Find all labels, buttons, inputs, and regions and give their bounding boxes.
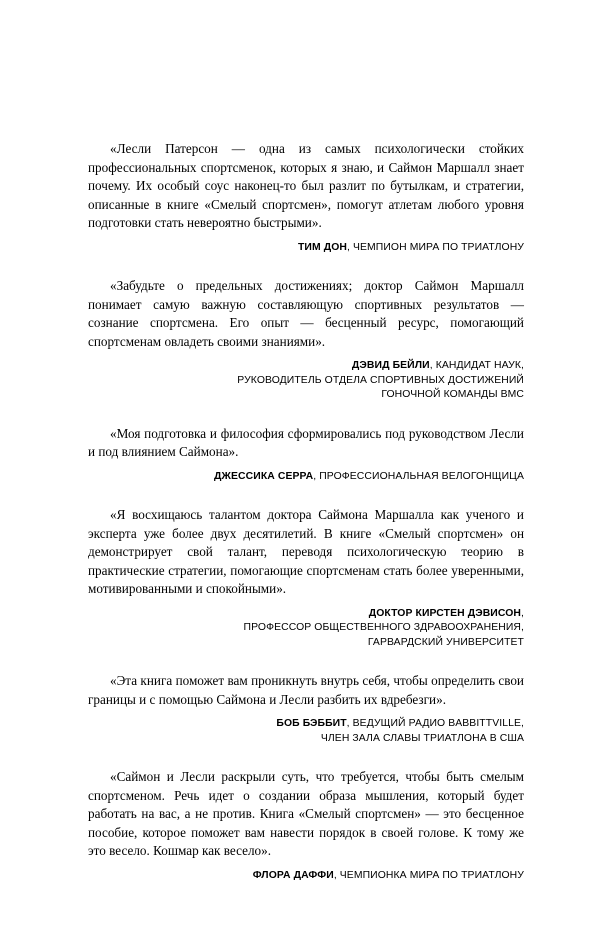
- attribution-line: [88, 359, 524, 374]
- quote-block: [88, 768, 524, 883]
- quote-text: «Моя подготовка и философия сформировались под руководством Лесли и под влиянием Саймона».: [88, 425, 524, 459]
- attribution-line: ГАРВАРДСКИЙ УНИВЕРСИТЕТ: [367, 636, 524, 648]
- attribution-name: ДЭВИД БЕЙЛИ: [351, 360, 430, 371]
- attribution-name: БОБ БЭББИТ: [276, 718, 347, 729]
- quote-block: [88, 506, 524, 650]
- quote-text: «Забудьте о предельных достижениях; доктор Саймон Маршалл понимает самую важную составляющую спортивных результатов — сознание спортсмена. Его опыт — бесценный ресурс, помогающий спортсменам овладеть своими знаниями».: [88, 278, 524, 349]
- attribution-line: [88, 869, 524, 884]
- quote-block: [88, 140, 524, 255]
- quote-block: [88, 277, 524, 403]
- attribution-line: ЧЛЕН ЗАЛА СЛАВЫ ТРИАТЛОНА В США: [320, 732, 524, 744]
- quote-text: «Лесли Патерсон — одна из самых психологически стойких профессиональных спортсменок, которых я знаю, и Саймон Маршалл знает почему. Их особый соус наконец-то был разлит по бутылкам, и стратегии, описанные в книге «Смелый спортсмен», помогут атлетам любого уровня подготовки стать невероятно быстрыми».: [88, 141, 524, 230]
- quote-block: [88, 425, 524, 485]
- quote-attribution: [88, 607, 524, 651]
- attribution-rest: , ЧЕМПИОНКА МИРА ПО ТРИАТЛОНУ: [333, 869, 524, 881]
- quote-block: [88, 672, 524, 746]
- attribution-line: [88, 470, 524, 485]
- quote-attribution: [88, 241, 524, 256]
- attribution-rest: , ВЕДУЩИЙ РАДИО BABBITTVILLE,: [346, 718, 524, 729]
- quote-attribution: [88, 717, 524, 746]
- attribution-name: ДЖЕССИКА СЕРРА: [214, 470, 314, 482]
- attribution-line: РУКОВОДИТЕЛЬ ОТДЕЛА СПОРТИВНЫХ ДОСТИЖЕНИЙ: [237, 374, 524, 386]
- quote-attribution: [88, 869, 524, 884]
- attribution-name: ФЛОРА ДАФФИ: [252, 869, 334, 881]
- praise-quotes-container: [88, 140, 524, 905]
- attribution-line: [88, 607, 524, 622]
- attribution-rest: , ПРОФЕССИОНАЛЬНАЯ ВЕЛОГОНЩИЦА: [313, 470, 524, 482]
- quote-text: «Саймон и Лесли раскрыли суть, что требуется, чтобы быть смелым спортсменом. Речь идет о создании образа мышления, который будет работать на вас, а не против. Книга «Смелый спортсмен» — это бесценное пособие, которое поможет вам навести порядок в своей голове. К тому же это весело. Кошмар как весело».: [88, 769, 524, 858]
- attribution-rest: ,: [521, 607, 524, 619]
- attribution-name: ДОКТОР КИРСТЕН ДЭВИСОН: [368, 607, 521, 619]
- quote-attribution: [88, 359, 524, 403]
- quote-text: «Эта книга поможет вам проникнуть внутрь себя, чтобы определить свои границы и с помощью Саймона и Лесли разбить их вдребезги».: [88, 673, 524, 707]
- attribution-line: ПРОФЕССОР ОБЩЕСТВЕННОГО ЗДРАВООХРАНЕНИЯ,: [243, 622, 524, 633]
- attribution-rest: , КАНДИДАТ НАУК,: [429, 360, 524, 371]
- attribution-line: [88, 241, 524, 256]
- quote-attribution: [88, 470, 524, 485]
- attribution-line: [88, 717, 524, 732]
- attribution-rest: , ЧЕМПИОН МИРА ПО ТРИАТЛОНУ: [347, 241, 524, 253]
- quote-text: «Я восхищаюсь талантом доктора Саймона Маршалла как ученого и эксперта уже более двух десятилетий. В книге «Смелый спортсмен» он демонстрирует свой талант, переводя психологическую теорию в практические стратегии, помогающие спортсменам стать более уверенными, мотивированными и спокойными».: [88, 507, 524, 596]
- attribution-name: ТИМ ДОН: [297, 241, 347, 253]
- attribution-line: ГОНОЧНОЙ КОМАНДЫ ВМС: [381, 389, 524, 400]
